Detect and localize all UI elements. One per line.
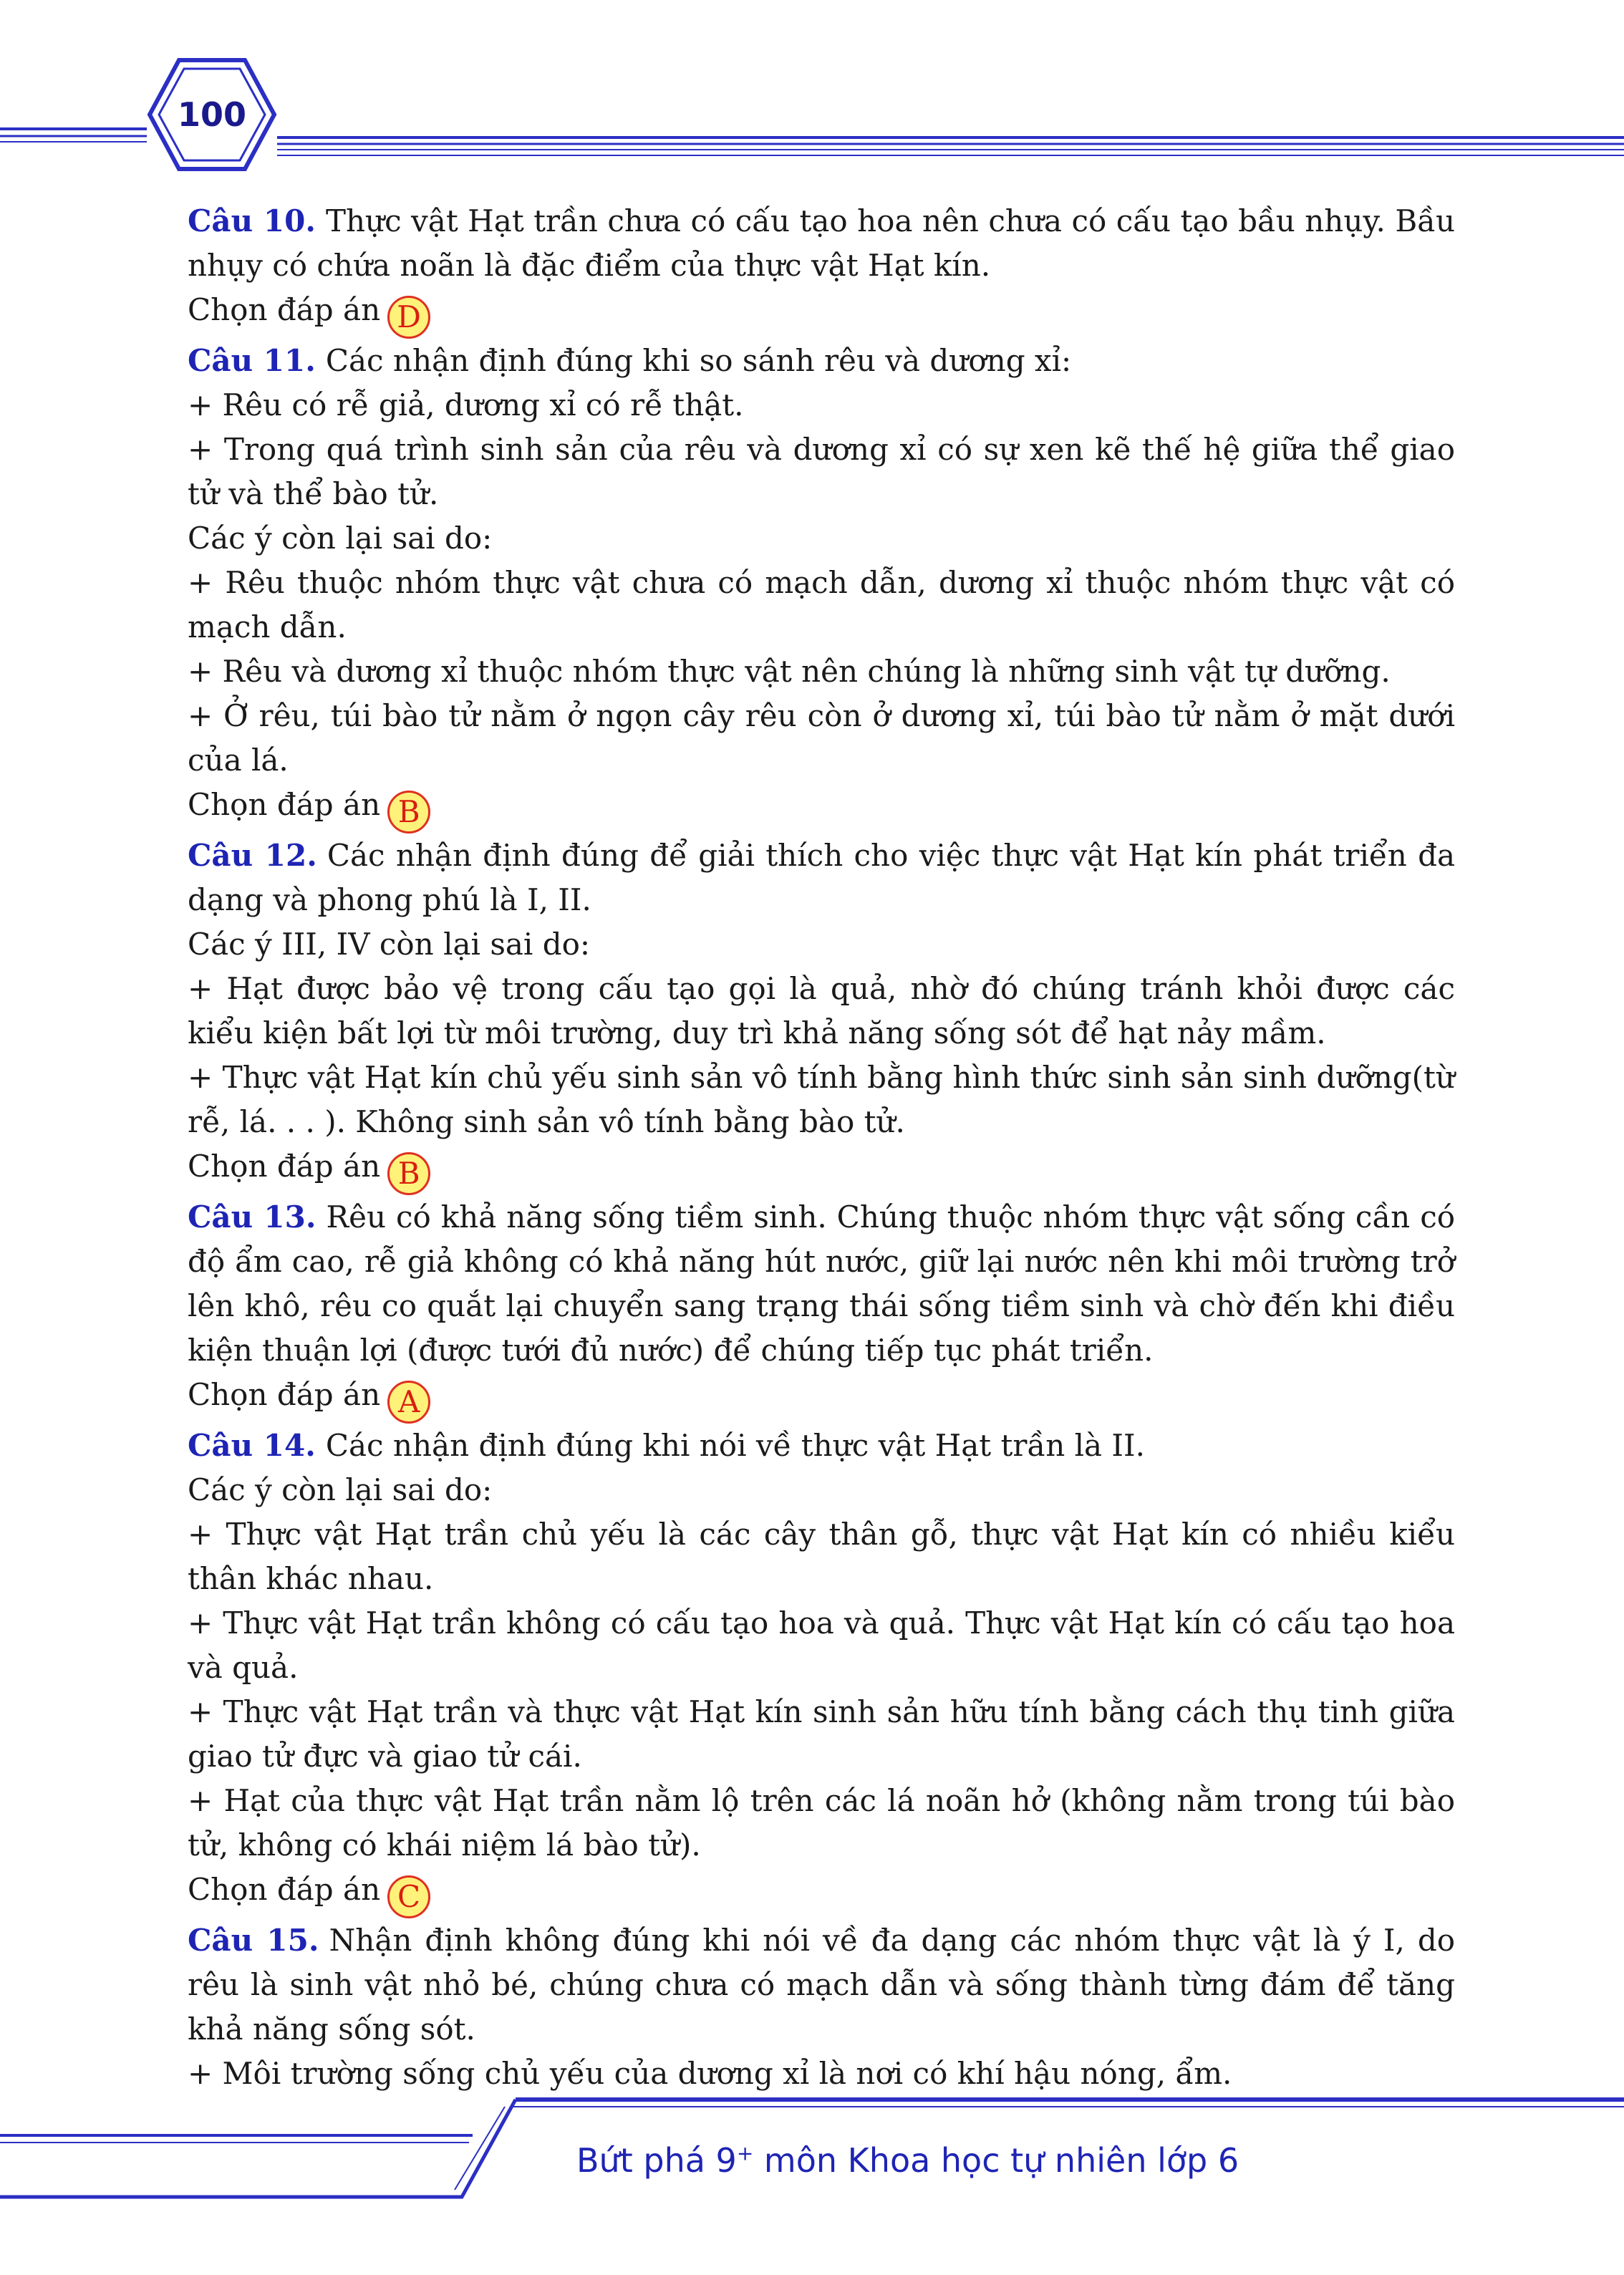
question-block xyxy=(188,834,1455,1195)
answer-choice: D xyxy=(387,296,430,339)
question-intro: Câu 14. Các nhận định đúng khi nói về thực vật Hạt trần là II. xyxy=(188,1428,1145,1463)
explanation-line: + Rêu có rễ giả, dương xỉ có rễ thật. xyxy=(188,387,744,422)
explanation-line: + Hạt được bảo vệ trong cấu tạo gọi là quả, nhờ đó chúng tránh khỏi được các kiểu kiện bất lợi từ môi trường, duy trì khả năng sống sót để hạt nảy mầm. xyxy=(188,971,1455,1050)
question-intro: Câu 10. Thực vật Hạt trần chưa có cấu tạo hoa nên chưa có cấu tạo bầu nhụy. Bầu nhụy có chứa noãn là đặc điểm của thực vật Hạt kín. xyxy=(188,203,1455,283)
explanation-line: + Thực vật Hạt trần chủ yếu là các cây thân gỗ, thực vật Hạt kín có nhiều kiểu thân khác nhau. xyxy=(188,1517,1455,1596)
answer-choice: B xyxy=(387,791,430,834)
question-intro: Câu 15. Nhận định không đúng khi nói về đa dạng các nhóm thực vật là ý I, do rêu là sinh vật nhỏ bé, chúng chưa có mạch dẫn và sống thành từng đám để tăng khả năng sống sót. xyxy=(188,1923,1455,2047)
answer-choice: B xyxy=(387,1152,430,1195)
question-label: Câu 10. xyxy=(188,203,316,238)
explanation-line: + Thực vật Hạt trần không có cấu tạo hoa và quả. Thực vật Hạt kín có cấu tạo hoa và quả. xyxy=(188,1605,1455,1685)
question-block xyxy=(188,199,1455,339)
explanation-line: Các ý còn lại sai do: xyxy=(188,521,493,556)
answer-line: Chọn đáp án D xyxy=(188,288,1455,339)
answer-choice: A xyxy=(387,1381,430,1424)
explanation-line: + Thực vật Hạt trần và thực vật Hạt kín sinh sản hữu tính bằng cách thụ tinh giữa giao tử đực và giao tử cái. xyxy=(188,1694,1455,1774)
answer-line: Chọn đáp án C xyxy=(188,1868,1455,1918)
answer-content xyxy=(188,199,1455,2096)
explanation-line: + Rêu thuộc nhóm thực vật chưa có mạch dẫn, dương xỉ thuộc nhóm thực vật có mạch dẫn. xyxy=(188,565,1455,644)
explanation-line: + Môi trường sống chủ yếu của dương xỉ là nơi có khí hậu nóng, ẩm. xyxy=(188,2056,1232,2091)
question-label: Câu 11. xyxy=(188,343,316,378)
footer-book-title: Bứt phá 9+ môn Khoa học tự nhiên lớp 6 xyxy=(576,2141,1239,2180)
explanation-line: + Hạt của thực vật Hạt trần nằm lộ trên các lá noãn hở (không nằm trong túi bào tử, không có khái niệm lá bào tử). xyxy=(188,1783,1455,1863)
explanation-line: + Trong quá trình sinh sản của rêu và dương xỉ có sự xen kẽ thế hệ giữa thể giao tử và thể bào tử. xyxy=(188,432,1455,511)
question-label: Câu 12. xyxy=(188,838,317,873)
explanation-line: Các ý III, IV còn lại sai do: xyxy=(188,927,591,962)
question-block xyxy=(188,1424,1455,1918)
question-label: Câu 14. xyxy=(188,1428,316,1463)
explanation-line: + Rêu và dương xỉ thuộc nhóm thực vật nên chúng là những sinh vật tự dưỡng. xyxy=(188,654,1391,689)
question-block xyxy=(188,1195,1455,1424)
answer-line: Chọn đáp án B xyxy=(188,783,1455,834)
question-block xyxy=(188,339,1455,834)
question-intro: Câu 11. Các nhận định đúng khi so sánh rêu và dương xỉ: xyxy=(188,343,1072,378)
answer-line: Chọn đáp án A xyxy=(188,1373,1455,1424)
answer-line: Chọn đáp án B xyxy=(188,1144,1455,1195)
question-intro: Câu 12. Các nhận định đúng để giải thích cho việc thực vật Hạt kín phát triển đa dạng và phong phú là I, II. xyxy=(188,838,1455,917)
page-number: 100 xyxy=(177,95,247,134)
answer-choice: C xyxy=(387,1875,430,1918)
question-block xyxy=(188,1918,1455,2096)
explanation-line: + Thực vật Hạt kín chủ yếu sinh sản vô tính bằng hình thức sinh sản sinh dưỡng(từ rễ, lá. . . ). Không sinh sản vô tính bằng bào tử. xyxy=(188,1060,1455,1139)
explanation-line: + Ở rêu, túi bào tử nằm ở ngọn cây rêu còn ở dương xỉ, túi bào tử nằm ở mặt dưới của lá. xyxy=(188,698,1455,778)
question-intro: Câu 13. Rêu có khả năng sống tiềm sinh. Chúng thuộc nhóm thực vật sống cần có độ ẩm cao, rễ giả không có khả năng hút nước, giữ lại nước nên khi môi trường trở lên khô, rêu co quắt lại chuyển sang trạng thái sống tiềm sinh và chờ đến khi điều kiện thuận lợi (được tưới đủ nước) để chúng tiếp tục phát triển. xyxy=(188,1199,1455,1368)
explanation-line: Các ý còn lại sai do: xyxy=(188,1472,493,1507)
question-label: Câu 13. xyxy=(188,1199,316,1235)
question-label: Câu 15. xyxy=(188,1923,319,1958)
